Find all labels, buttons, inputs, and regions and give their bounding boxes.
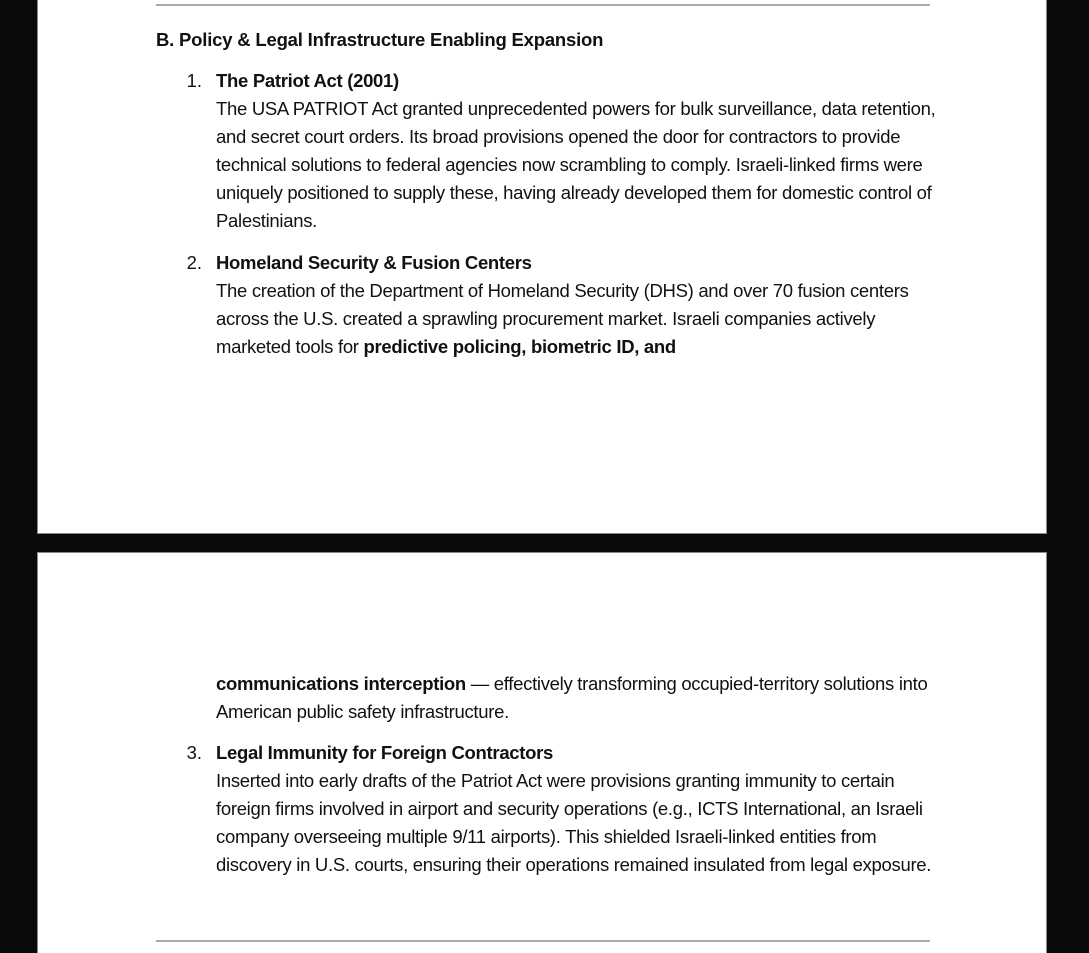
list-item-body <box>216 277 936 361</box>
horizontal-rule <box>156 4 930 6</box>
body-text: The creation of the Department of Homeland Security (DHS) and over 70 fusion centers across the U.S. created a sprawling procurement market. Israeli companies actively marketed tools for <box>216 280 909 357</box>
horizontal-rule <box>156 940 930 942</box>
body-text: — effectively transforming occupied-territory solutions into American public safety infrastructure. <box>216 673 928 722</box>
list-item-body: The USA PATRIOT Act granted unprecedented powers for bulk surveillance, data retention, and secret court orders. Its broad provisions opened the door for contractors to provide technical solutions to federal agencies now scrambling to comply. Israeli-linked firms were uniquely positioned to supply these, having already developed them for domestic control of Palestinians. <box>216 98 936 231</box>
body-bold-text: predictive policing, biometric ID, and <box>363 336 676 357</box>
list-item-content <box>216 67 936 235</box>
list-number: 2. <box>186 252 202 273</box>
list-item-body: Inserted into early drafts of the Patriot Act were provisions granting immunity to certain foreign firms involved in airport and security operations (e.g., ICTS International, an Israeli company overseeing multiple 9/11 airports). This shielded Israeli-linked entities from discovery in U.S. courts, ensuring their operations remained insulated from legal exposure. <box>216 770 932 875</box>
section-heading: B. Policy & Legal Infrastructure Enabling Expansion <box>156 29 604 50</box>
list-item-content <box>216 670 936 726</box>
list-item-title: Legal Immunity for Foreign Contractors <box>216 742 554 763</box>
body-bold-text: communications interception <box>216 673 466 694</box>
list-item-title: Homeland Security & Fusion Centers <box>216 252 532 273</box>
list-item-title: The Patriot Act (2001) <box>216 70 399 91</box>
list-number: 1. <box>186 70 202 91</box>
document-page-2 <box>37 552 1047 953</box>
list-item-content <box>216 739 936 879</box>
document-page-1 <box>37 0 1047 534</box>
list-number: 3. <box>186 742 202 763</box>
list-item-content <box>216 249 936 361</box>
